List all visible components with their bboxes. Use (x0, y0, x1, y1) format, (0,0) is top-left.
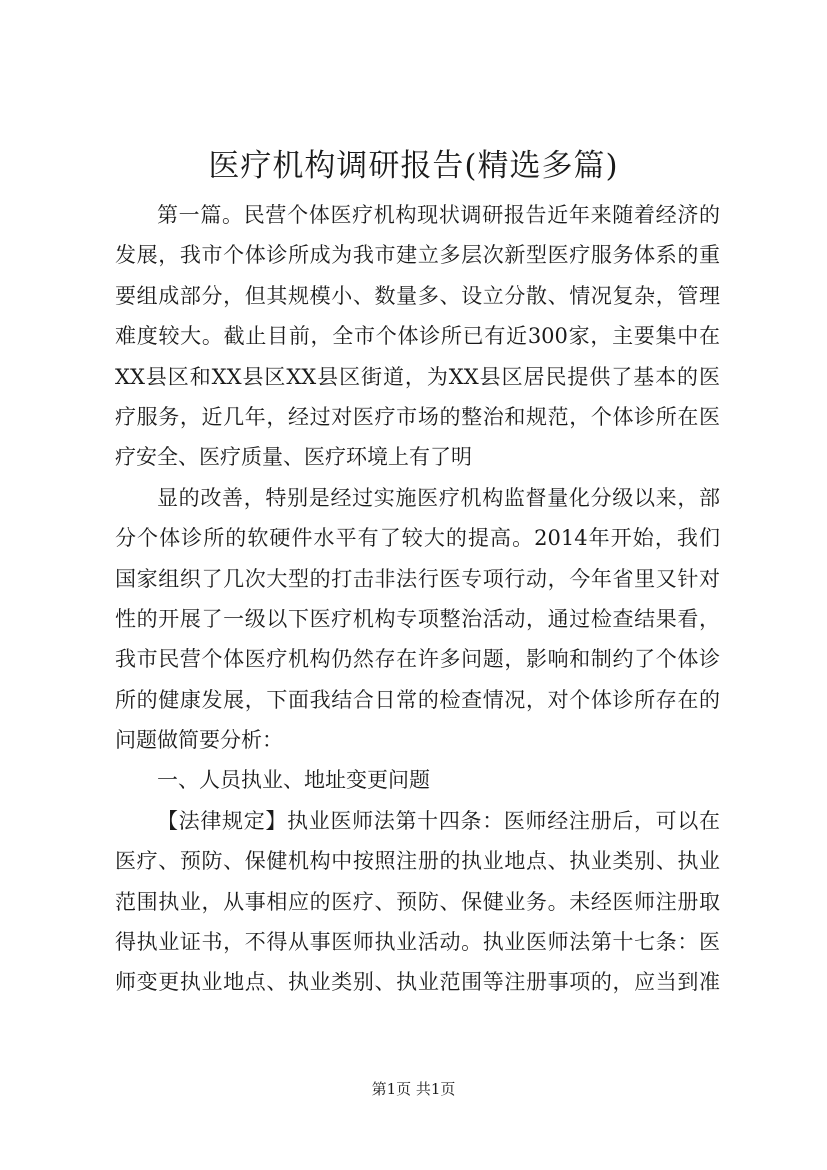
paragraph-line: 显的改善，特别是经过实施医疗机构监督量化分级以来，部 (157, 485, 720, 510)
paragraph-line: 我市民营个体医疗机构仍然存在许多问题，影响和制约了个体诊 (115, 647, 720, 672)
paragraph-line: 要组成部分，但其规模小、数量多、设立分散、情况复杂，管理 (115, 283, 720, 308)
paragraph-line: 范围执业，从事相应的医疗、预防、保健业务。未经医师注册取 (115, 889, 720, 914)
paragraph-line: 发展，我市个体诊所成为我市建立多层次新型医疗服务体系的重 (115, 243, 720, 268)
paragraph-line: 性的开展了一级以下医疗机构专项整治活动，通过检查结果看， (115, 606, 720, 631)
page-footer: 第1页 共1页 (371, 1080, 456, 1098)
paragraph-line: 【法律规定】执业医师法第十四条：医师经注册后，可以在 (157, 808, 720, 833)
paragraph-line: 问题做简要分析： (115, 728, 283, 753)
paragraph-line: 师变更执业地点、执业类别、执业范围等注册事项的，应当到准 (115, 970, 720, 995)
paragraph-line: 得执业证书，不得从事医师执业活动。执业医师法第十七条：医 (115, 930, 720, 955)
paragraph-line: 第一篇。民营个体医疗机构现状调研报告近年来随着经济的 (157, 203, 720, 227)
paragraph-line: XX县区和XX县区XX县区街道，为XX县区居民提供了基本的医 (115, 364, 720, 389)
paragraph-line: 分个体诊所的软硬件水平有了较大的提高。2014年开始，我们 (115, 526, 720, 551)
section-heading: 一、人员执业、地址变更问题 (157, 768, 430, 793)
document-body (115, 195, 720, 1003)
paragraph-line: 所的健康发展，下面我结合日常的检查情况，对个体诊所存在的 (115, 687, 720, 712)
paragraph-line: 国家组织了几次大型的打击非法行医专项行动，今年省里又针对 (115, 566, 720, 591)
paragraph-line: 疗服务，近几年，经过对医疗市场的整治和规范，个体诊所在医 (115, 404, 720, 429)
document-title: 医疗机构调研报告(精选多篇) (208, 148, 619, 184)
paragraph-line: 难度较大。截止目前，全市个体诊所已有近300家，主要集中在 (115, 324, 720, 349)
paragraph-line: 医疗、预防、保健机构中按照注册的执业地点、执业类别、执业 (115, 849, 720, 874)
paragraph-line: 疗安全、医疗质量、医疗环境上有了明 (115, 445, 472, 470)
